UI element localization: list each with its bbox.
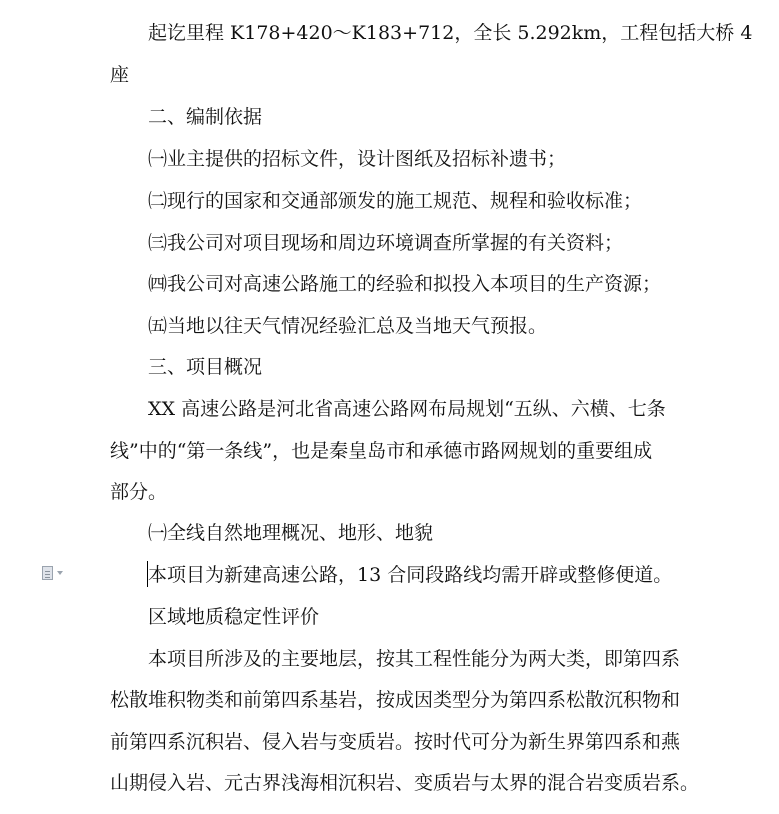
doc-line-4: ㈠业主提供的招标文件，设计图纸及招标补遗书； bbox=[148, 148, 567, 170]
doc-line-17: 松散堆积物类和前第四系基岩，按成因类型分为第四系松散沉积物和 bbox=[110, 689, 681, 711]
doc-line-18: 前第四系沉积岩、侵入岩与变质岩。按时代可分为新生界第四系和燕 bbox=[110, 731, 681, 753]
section-heading-overview: 三、项目概况 bbox=[148, 356, 263, 378]
doc-line-16: 本项目所涉及的主要地层，按其工程性能分为两大类，即第四系 bbox=[148, 648, 681, 670]
doc-line-5: ㈡现行的国家和交通部颁发的施工规范、规程和验收标准； bbox=[148, 190, 643, 212]
doc-line-19: 山期侵入岩、元古界浅海相沉积岩、变质岩与太界的混合岩变质岩系。 bbox=[110, 772, 700, 794]
subheading-geology: 区域地质稳定性评价 bbox=[148, 606, 320, 628]
doc-line-14[interactable]: 本项目为新建高速公路，13 合同段路线均需开辟或整修便道。 bbox=[148, 564, 673, 586]
doc-line-8: ㈤当地以往天气情况经验汇总及当地天气预报。 bbox=[148, 315, 548, 337]
doc-line-11: 线”中的“第一条线”，也是秦皇岛市和承德市路网规划的重要组成 bbox=[110, 440, 653, 462]
doc-line-7: ㈣我公司对高速公路施工的经验和拟投入本项目的生产资源； bbox=[148, 273, 662, 295]
doc-line-2: 座 bbox=[110, 64, 130, 86]
doc-line-13: ㈠全线自然地理概况、地形、地貌 bbox=[148, 522, 434, 544]
section-heading-basis: 二、编制依据 bbox=[148, 106, 263, 128]
document-icon bbox=[42, 566, 53, 580]
doc-line-6: ㈢我公司对项目现场和周边环境调查所掌握的有关资料； bbox=[148, 232, 624, 254]
paragraph-options-button[interactable] bbox=[42, 563, 70, 583]
doc-line-1: 起讫里程 K178+420～K183+712，全长 5.292km，工程包括大桥 4 bbox=[148, 22, 753, 44]
doc-line-10: XX 高速公路是河北省高速公路网布局规划“五纵、六横、七条 bbox=[148, 398, 666, 420]
chevron-down-icon bbox=[57, 571, 63, 575]
doc-line-12: 部分。 bbox=[110, 481, 168, 503]
